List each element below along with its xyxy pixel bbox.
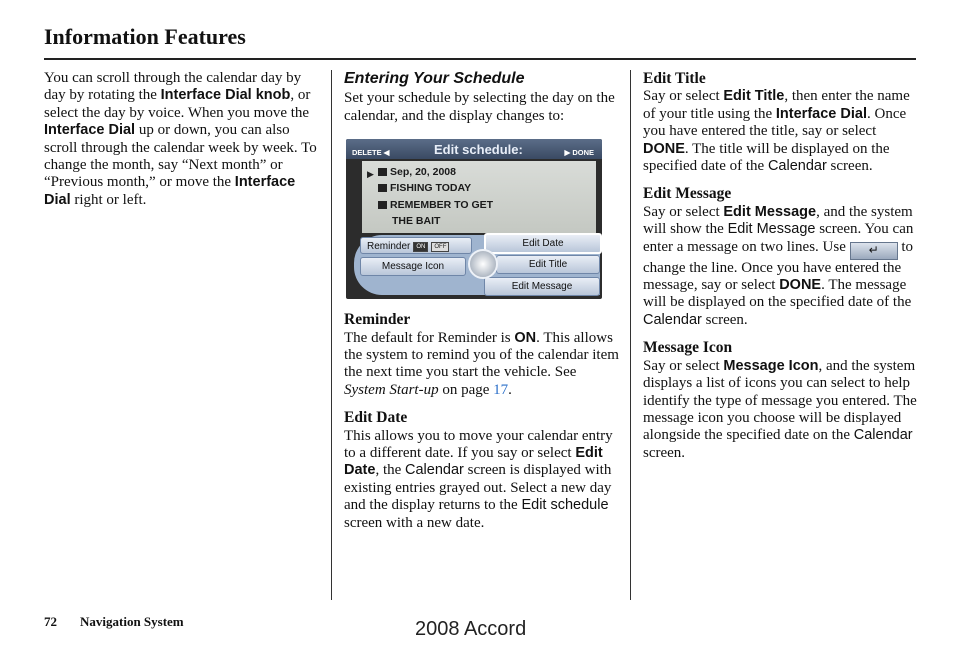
screen-done-label: ▶ DONE: [564, 148, 594, 158]
calendar-icon: [378, 168, 387, 176]
edit-message-button: Edit Message: [484, 277, 600, 296]
column-divider: [630, 70, 631, 600]
reminder-button: Reminder ON OFF: [360, 237, 472, 254]
screen-title-line: FISHING TODAY: [378, 180, 471, 197]
reminder-on-toggle: ON: [413, 242, 428, 252]
screen-date-line: Sep, 20, 2008: [378, 164, 456, 181]
edit-title-paragraph: Say or select Edit Title, then enter the name of your title using the Interface Dial. Once you have entered the title, say or select DONE. The title will be displayed on the specified date of the Calendar screen.: [643, 88, 910, 175]
section-heading: Entering Your Schedule: [344, 70, 525, 87]
edit-message-heading: Edit Message: [643, 185, 732, 203]
watermark: 2008 Accord: [415, 618, 527, 640]
footer-label: Navigation System: [80, 614, 184, 629]
message-icon-paragraph: Say or select Message Icon, and the system displays a list of icons you can select to help identify the type of message you entered. The message icon you choose will be displayed alongside the specified date on the Calendar screen.: [643, 357, 917, 461]
edit-message-paragraph: Say or select Edit Message, and the system will show the Edit Message screen. You can enter a message on two lines. Use ↵ to change the line. Once you have entered the message, say or select DONE. The message will be displayed on the specified date of the Calendar screen.: [643, 203, 914, 328]
column-divider: [331, 70, 332, 600]
edit-title-heading: Edit Title: [643, 70, 706, 87]
reminder-paragraph: The default for Reminder is ON. This allows the system to remind you of the calendar item the next time you start the vehicle. See System Start-up on page 17.: [344, 329, 619, 398]
column-3: [643, 70, 918, 462]
column-2: [344, 70, 619, 532]
enter-line-icon: ↵: [850, 242, 898, 260]
edit-date-heading: Edit Date: [344, 409, 408, 427]
selection-arrow-icon: ▶: [367, 169, 374, 180]
screen-delete-label: DELETE ◀: [352, 148, 390, 158]
edit-title-button: Edit Title: [496, 255, 600, 274]
screen-message-line: THE BAIT: [392, 215, 441, 228]
page-number: 72: [44, 614, 57, 629]
screen-title: Edit schedule:: [434, 142, 523, 158]
screen-entry-panel: [362, 161, 596, 233]
message-icon: [378, 184, 387, 192]
screen-message-line: REMEMBER TO GET: [378, 197, 493, 214]
message-icon: [378, 201, 387, 209]
reminder-heading: Reminder: [344, 311, 411, 329]
reminder-off-toggle: OFF: [431, 242, 449, 252]
edit-schedule-screen-image: [346, 139, 602, 299]
edit-date-button: Edit Date: [484, 233, 602, 254]
message-icon-heading: Message Icon: [643, 339, 733, 357]
edit-date-paragraph: This allows you to move your calendar entry to a different date. If you say or select Edit Date, the Calendar screen is displayed with existing entries grayed out. Select a new day and the display returns to the Edit schedule screen with a new date.: [344, 427, 613, 531]
column-1: [44, 70, 319, 209]
intro-paragraph: Set your schedule by selecting the day on the calendar, and the display changes to:: [344, 90, 615, 124]
title-rule: [44, 58, 916, 60]
page-title: Information Features: [44, 24, 246, 49]
message-icon-button: Message Icon: [360, 257, 466, 276]
page-link[interactable]: 17: [493, 381, 509, 398]
calendar-scroll-paragraph: You can scroll through the calendar day by day by rotating the Interface Dial knob, or select the day by voice. When you move the Interface Dial up or down, you can also scroll through the calendar week by week. To change the month, say “Next month” or “Previous month,” or move the Interface Dial right or left.: [44, 70, 317, 208]
